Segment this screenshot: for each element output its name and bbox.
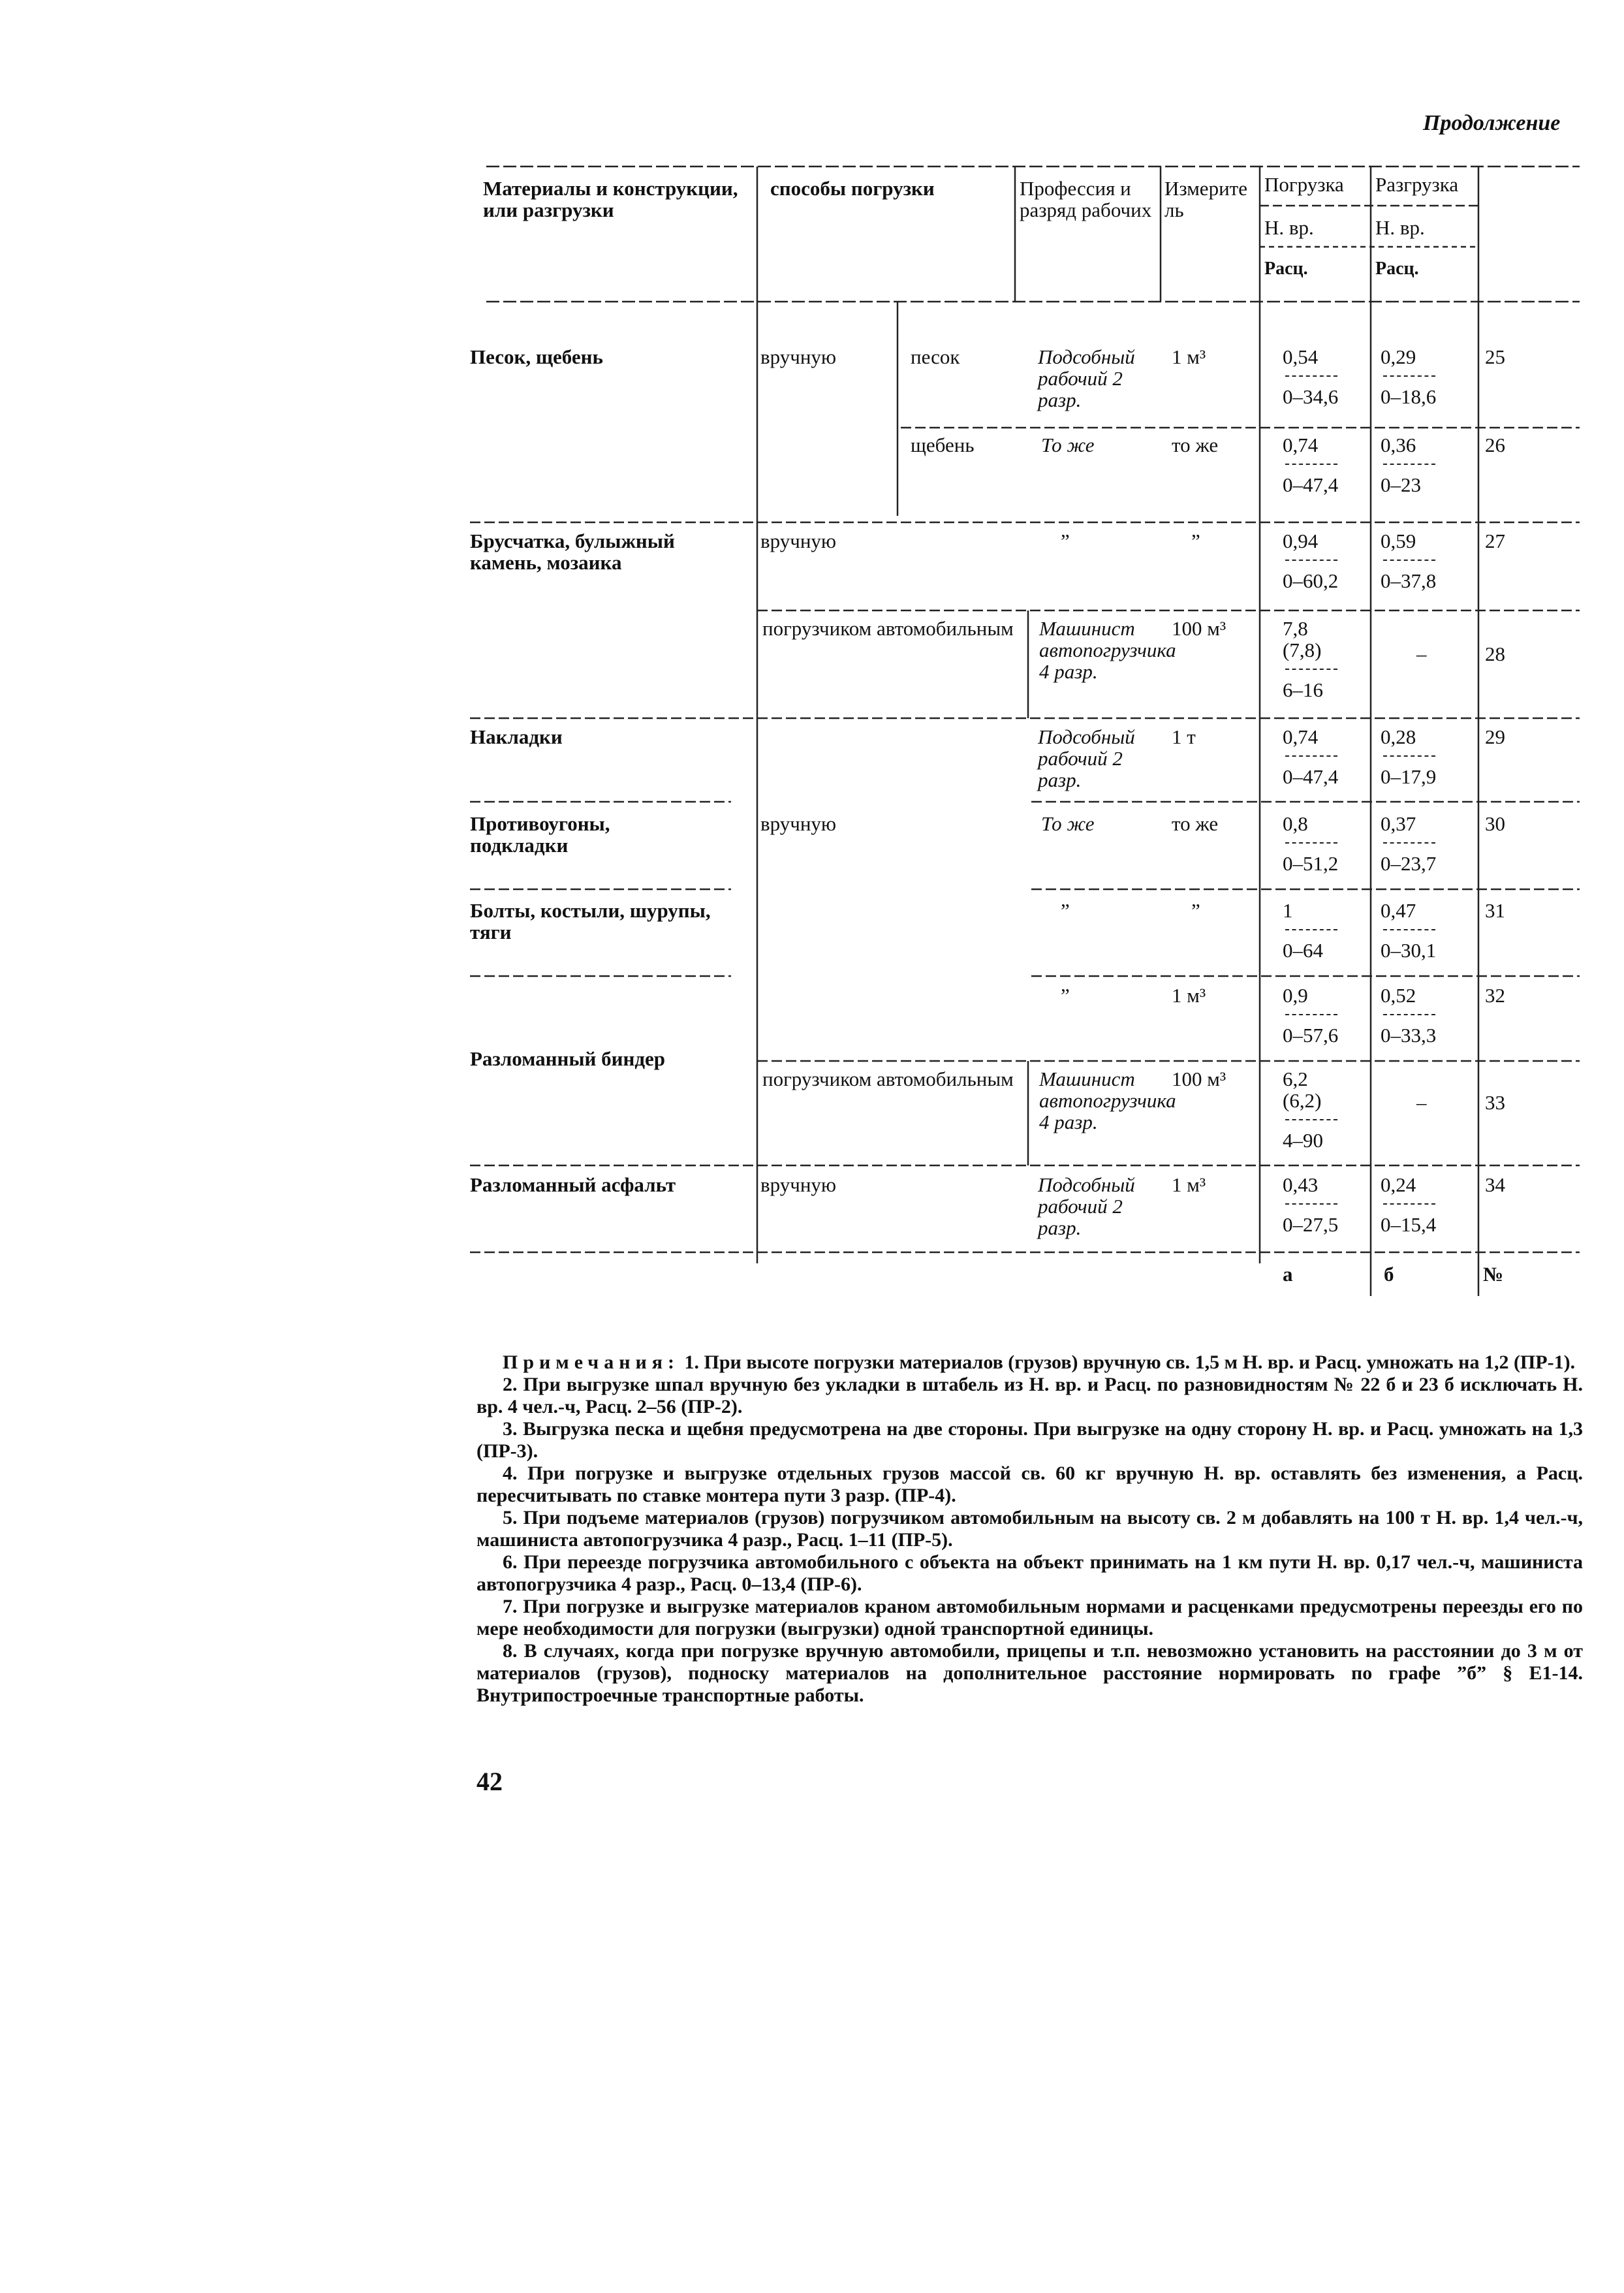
row-number: 25	[1485, 345, 1505, 368]
unit-cell: 100 м³	[1172, 1067, 1226, 1090]
unloading-dash: –	[1416, 1091, 1427, 1114]
profession-cell: Машинист автопогрузчика 4 разр.	[1039, 1067, 1176, 1133]
material-cell: Разломанный асфальт	[470, 1173, 676, 1196]
unit-cell: 1 т	[1172, 725, 1196, 748]
material-cell: Песок, щебень	[470, 345, 603, 368]
method-cell: погрузчиком автомобильным	[762, 617, 1014, 640]
loading-fraction: 6,2 (6,2) 4–90	[1283, 1068, 1348, 1151]
profession-cell: Подсобный рабочий 2 разр.	[1038, 345, 1135, 411]
profession-cell: ”	[1061, 899, 1070, 922]
unit-cell: 100 м³	[1172, 617, 1226, 640]
unit-cell: то же	[1172, 812, 1219, 835]
note-1: Примечания: 1. При высоте погрузки материалов (грузов) вручную св. 1,5 м Н. вр. и Расц. умножать на 1,2 (ПР-1).	[503, 1352, 1576, 1373]
unloading-fraction: 0,47 0–30,1	[1381, 899, 1437, 962]
sub-method-cell: песок	[911, 345, 960, 368]
unit-cell: 1 м³	[1172, 1173, 1206, 1196]
header-unloading-rasc: Расц.	[1375, 259, 1419, 279]
sub-method-cell: щебень	[911, 434, 975, 456]
row-number: 31	[1485, 899, 1505, 922]
header-methods: способы погрузки	[770, 177, 935, 200]
material-cell: Разломанный биндер	[470, 1047, 666, 1070]
unit-cell: ”	[1191, 899, 1200, 922]
unloading-fraction: 0,52 0–33,3	[1381, 984, 1437, 1047]
profession-cell: То же	[1041, 812, 1095, 835]
unit-cell: 1 м³	[1172, 984, 1206, 1007]
note-2: 2. При выгрузке шпал вручную без укладки в штабель из Н. вр. и Расц. по разновидностям № 22 б и 23 б исключать Н. вр. 4 чел.-ч, Расц. 2–56 (ПР-2).	[476, 1374, 1583, 1417]
note-3: 3. Выгрузка песка и щебня предусмотрена на две стороны. При выгрузке на одну сторону Н. вр. и Расц. умножать на 1,3 (ПР-3).	[476, 1418, 1583, 1462]
material-cell: Накладки	[470, 725, 563, 748]
profession-cell: То же	[1041, 434, 1095, 456]
note-5: 5. При подъеме материалов (грузов) погрузчиком автомобильным на высоту св. 2 м добавлять на 100 т Н. вр. 1,4 чел.-ч, машиниста автопогрузчика 4 разр., Расц. 1–11 (ПР-5).	[476, 1507, 1583, 1551]
loading-fraction: 0,74 0–47,4	[1283, 434, 1339, 496]
unloading-fraction: 0,36 0–23	[1381, 434, 1435, 496]
notes-title: Примечания:	[503, 1352, 680, 1373]
unloading-fraction: 0,24 0–15,4	[1381, 1173, 1437, 1236]
header-materials: Материалы и конструкции, или разгрузки	[483, 177, 738, 221]
header-loading: Погрузка	[1264, 173, 1344, 196]
material-cell: Болты, костыли, шурупы, тяги	[470, 899, 711, 943]
loading-fraction: 0,94 0–60,2	[1283, 530, 1339, 592]
note-6: 6. При переезде погрузчика автомобильного с объекта на объект принимать на 1 км пути Н. вр. 0,17 чел.-ч, машиниста автопогрузчика 4 разр., Расц. 0–13,4 (ПР-6).	[476, 1551, 1583, 1595]
row-number: 33	[1485, 1091, 1505, 1114]
footer-col-a: а	[1283, 1263, 1293, 1286]
row-number: 32	[1485, 984, 1505, 1007]
profession-cell: ”	[1061, 530, 1070, 552]
loading-fraction: 0,74 0–47,4	[1283, 725, 1339, 788]
unloading-fraction: 0,59 0–37,8	[1381, 530, 1437, 592]
row-number: 28	[1485, 642, 1505, 665]
method-cell: погрузчиком автомобильным	[762, 1067, 1014, 1090]
profession-cell: Подсобный рабочий 2 разр.	[1038, 1173, 1135, 1239]
row-number: 26	[1485, 434, 1505, 456]
header-unloading: Разгрузка	[1375, 173, 1459, 196]
page-number: 42	[476, 1767, 503, 1796]
unloading-dash: –	[1416, 642, 1427, 665]
loading-fraction: 0,9 0–57,6	[1283, 984, 1339, 1047]
profession-cell: Подсобный рабочий 2 разр.	[1038, 725, 1135, 791]
header-loading-rasc: Расц.	[1264, 259, 1308, 279]
row-number: 30	[1485, 812, 1505, 835]
loading-fraction: 7,8 (7,8) 6–16	[1283, 618, 1348, 701]
note-8: 8. В случаях, когда при погрузке вручную автомобили, прицепы и т.п. невозможно установить на расстоянии до 3 м от материалов (грузов), подноску материалов на дополнительное расстояние нормировать по графе ”б” § Е1-14. Внутрипостроечные транспортные работы.	[476, 1640, 1583, 1706]
unit-cell: ”	[1191, 530, 1200, 552]
unit-cell: 1 м³	[1172, 345, 1206, 368]
method-cell: вручную	[760, 530, 837, 552]
row-number: 34	[1485, 1173, 1505, 1196]
header-unit: Измеритель	[1164, 177, 1247, 221]
material-cell: Брусчатка, булыжный камень, мозаика	[470, 530, 675, 574]
material-cell: Противоугоны, подкладки	[470, 812, 610, 857]
unloading-fraction: 0,29 0–18,6	[1381, 345, 1437, 408]
profession-cell: ”	[1061, 984, 1070, 1007]
header-unloading-nvr: Н. вр.	[1375, 216, 1425, 239]
footer-col-no: №	[1483, 1263, 1504, 1286]
note-4: 4. При погрузке и выгрузке отдельных грузов массой св. 60 кг вручную Н. вр. оставлять без изменения, а Расц. пересчитывать по ставке монтера пути 3 разр. (ПР-4).	[476, 1463, 1583, 1506]
row-number: 29	[1485, 725, 1505, 748]
loading-fraction: 1 0–64	[1283, 900, 1337, 961]
continuation-label: Продолжение	[1423, 111, 1561, 135]
header-loading-nvr: Н. вр.	[1264, 216, 1314, 239]
method-cell: вручную	[760, 812, 837, 835]
note-7: 7. При погрузке и выгрузке материалов краном автомобильным нормами и расценками предусмотрены переезды его по мере необходимости для погрузки (выгрузки) одной транспортной единицы.	[476, 1596, 1583, 1639]
footer-col-b: б	[1384, 1263, 1394, 1286]
loading-fraction: 0,8 0–51,2	[1283, 812, 1339, 875]
loading-fraction: 0,54 0–34,6	[1283, 345, 1339, 408]
profession-cell: Машинист автопогрузчика 4 разр.	[1039, 617, 1176, 683]
notes-block	[476, 1352, 1583, 1707]
loading-fraction: 0,43 0–27,5	[1283, 1173, 1339, 1236]
method-cell: вручную	[760, 345, 837, 368]
header-profession: Профессия и разряд рабочих	[1020, 177, 1152, 221]
unloading-fraction: 0,28 0–17,9	[1381, 725, 1437, 788]
row-number: 27	[1485, 530, 1505, 552]
unloading-fraction: 0,37 0–23,7	[1381, 812, 1437, 875]
unit-cell: то же	[1172, 434, 1219, 456]
method-cell: вручную	[760, 1173, 837, 1196]
